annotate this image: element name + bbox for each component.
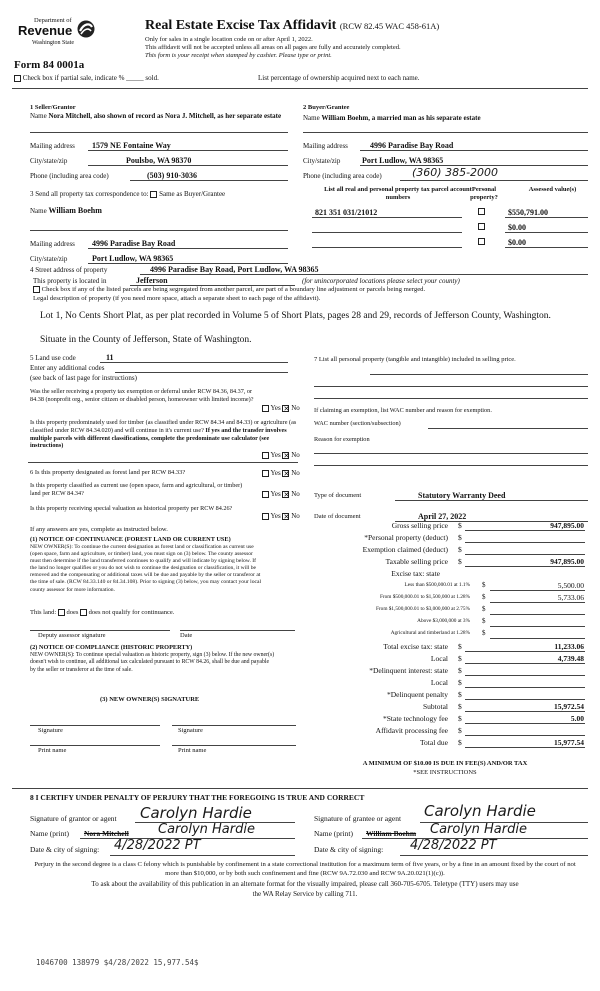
dollar-sign: $ <box>458 702 462 711</box>
legal-description: Lot 1, No Cents Short Plat, as per plat recorded in Volume 5 of Short Plats, pages 28 and 29, records of Jefferson County, Washington. <box>40 311 551 321</box>
total-due-label: Total due <box>419 738 448 747</box>
located-label: This property is located in <box>33 277 107 285</box>
land-use-code: 11 <box>106 353 114 362</box>
seller-phone: (503) 910-3036 <box>147 171 197 180</box>
dor-logo <box>12 16 122 60</box>
forest-yes-no: Yes ✕ No <box>262 469 300 477</box>
seller-mailing-label: Mailing address <box>30 142 75 150</box>
legal-label: Legal description of property (if you need more space, attach a separate sheet to each page of the affidavit). <box>33 295 321 302</box>
current-use-no-checkbox[interactable]: ✕ <box>283 490 290 499</box>
header-note2: This affidavit will not be accepted unless all areas on all pages are fully and accurately completed. <box>145 44 401 51</box>
subtotal-label: Subtotal <box>422 702 448 711</box>
reason-label: Reason for exemption <box>314 436 370 443</box>
exemption-question: Was the seller receiving a property tax exemption or deferral under RCW 84.36, 84.37, or 84.38 (nonprofit org., senior citizen or disabled person, homeowner with limited income)? <box>30 388 254 403</box>
this-land-row: This land: does does not qualify for continuance. <box>30 609 175 616</box>
grantor-printed-name: Nora Mitchell <box>84 829 129 838</box>
deputy-date-label: Date <box>180 632 193 639</box>
timber-question: Is this property predominately used for timber (as classified under RCW 84.34 and 84.33) or agriculture (as classified under RCW 84.34.020) and will continue in it's current use? If yes and the transfer involves multiple parcels with different classifications, complete the predominate use calculator (see instructions) <box>30 419 297 450</box>
deputy-signature-label: Deputy assessor signature <box>38 632 106 639</box>
assessed-col-header: Assessed value(s) <box>528 186 577 193</box>
total-excise-label: Total excise tax: state <box>383 642 448 651</box>
buyer-phone: (360) 385-2000 <box>412 166 499 179</box>
dollar-sign: $ <box>458 666 462 675</box>
personal-checkbox-2[interactable] <box>478 223 485 230</box>
grantor-signature-label: Signature of grantor or agent <box>30 814 117 823</box>
dollar-sign: $ <box>458 642 462 651</box>
dollar-sign: $ <box>458 726 462 735</box>
correspondence-city-label: City/state/zip <box>30 255 68 263</box>
excise-state-label: Excise tax: state <box>391 569 440 578</box>
historic-yes-checkbox[interactable] <box>262 513 269 520</box>
exemption-yes-no: Yes ✕ No <box>262 404 300 412</box>
header-note3: This form is your receipt when stamped by cashier. Please type or print. <box>145 52 332 59</box>
correspondence-city: Port Ludlow, WA 98365 <box>92 254 174 263</box>
forest-no-checkbox[interactable]: ✕ <box>283 469 290 478</box>
dollar-sign: $ <box>458 557 462 566</box>
historic-question: Is this property receiving special valuation as historical property per RCW 84.26? <box>30 505 233 512</box>
new-owner-signature-title: (3) NEW OWNER(S) SIGNATURE <box>100 696 200 703</box>
dollar-sign: $ <box>458 545 462 554</box>
grantee-handwritten-name: Carolyn Hardie <box>430 822 527 837</box>
exemption-no-checkbox[interactable]: ✕ <box>283 404 290 413</box>
buyer-name: William Boehm, a married man as his separate estate <box>321 114 481 122</box>
ownership-note: List percentage of ownership acquired next to each name. <box>258 74 420 82</box>
dollar-sign: $ <box>482 629 486 637</box>
buyer-phone-label: Phone (including area code) <box>303 172 382 180</box>
grantor-date-label: Date & city of signing: <box>30 845 100 854</box>
doc-date-label: Date of document <box>314 513 361 520</box>
parcel-col-header: List all real and personal property tax parcel account numbers <box>324 186 472 201</box>
seller-city-label: City/state/zip <box>30 157 68 165</box>
grantor-name-label: Name (print) <box>30 829 69 838</box>
historic-no-checkbox[interactable]: ✕ <box>283 512 290 521</box>
tier-4-label: Above $3,000,000 at 3% <box>417 618 470 624</box>
buyer-mailing: 4996 Paradise Bay Road <box>370 141 454 150</box>
timber-yes-checkbox[interactable] <box>262 452 269 459</box>
taxable-price-label: Taxable selling price <box>385 557 448 566</box>
assessed-value-3: $0.00 <box>508 238 526 247</box>
buyer-mailing-label: Mailing address <box>303 142 348 150</box>
signature-label-1: Signature <box>38 727 63 734</box>
does-qualify-checkbox[interactable] <box>58 609 65 616</box>
dollar-sign: $ <box>458 714 462 723</box>
form-title: Real Estate Excise Tax Affidavit (RCW 82.45 WAC 458-61A) <box>145 18 440 33</box>
current-use-question: Is this property classified as current use (open space, farm and agricultural, or timber) land per RCW 84.34? <box>30 482 243 497</box>
doc-type-label: Type of document <box>314 492 362 499</box>
personal-checkbox-1[interactable] <box>478 208 485 215</box>
timber-yes-no: Yes ✕ No <box>262 451 300 459</box>
grantor-date: 4/28/2022 PT <box>114 838 201 853</box>
county: Jefferson <box>136 276 168 285</box>
parcel-number: 821 351 031/21012 <box>315 208 378 217</box>
grantee-signature: Carolyn Hardie <box>424 802 536 820</box>
correspondence-mailing: 4996 Paradise Bay Road <box>92 239 176 248</box>
grantor-signature: Carolyn Hardie <box>140 804 252 822</box>
buyer-name-row: Name William Boehm, a married man as his separate estate <box>303 114 481 122</box>
partial-sale: Check box if partial sale, indicate % _____ sold. <box>14 74 159 82</box>
tier-1-value: 5,500.00 <box>557 581 584 590</box>
dept-line3: Washington State <box>32 40 75 46</box>
seller-heading: 1 Seller/Grantor <box>30 104 76 111</box>
cashier-stamp: 1046700 138979 $4/28/2022 15,977.54$ <box>36 958 199 967</box>
technology-fee-value: 5.00 <box>570 714 584 723</box>
additional-codes: Enter any additional codes <box>30 364 105 372</box>
current-use-yes-no: Yes ✕ No <box>262 490 300 498</box>
wac-label: WAC number (section/subsection) <box>314 420 401 427</box>
dollar-sign: $ <box>458 654 462 663</box>
grantee-printed-name: William Boehm <box>366 829 417 838</box>
correspondence-name: William Boehm <box>48 206 102 215</box>
total-excise-value: 11,233.06 <box>554 642 584 651</box>
land-use-label: 5 Land use code <box>30 354 76 362</box>
notice-continuance-title: (1) NOTICE OF CONTINUANCE (FOREST LAND OR CURRENT USE) <box>30 536 231 543</box>
buyer-city: Port Ludlow, WA 98365 <box>362 156 444 165</box>
dollar-sign: $ <box>458 738 462 747</box>
correspondence-name-row: Name William Boehm <box>30 206 102 215</box>
doc-date: April 27, 2022 <box>418 512 467 521</box>
minimum-notice: A MINIMUM OF $10.00 IS DUE IN FEE(S) AND/OR TAX <box>362 760 528 767</box>
form-number: Form 84 0001a <box>14 59 85 71</box>
exemption-deduct-label: Exemption claimed (deduct) <box>362 545 448 554</box>
correspondence-heading-row: 3 Send all property tax correspondence to: Same as Buyer/Grantee <box>30 190 226 198</box>
personal-col-header: Personal property? <box>470 186 498 201</box>
doc-type: Statutory Warranty Deed <box>418 491 506 500</box>
grantee-signature-label: Signature of grantee or agent <box>314 814 402 823</box>
print-name-label-2: Print name <box>178 747 207 754</box>
technology-fee-label: *State technology fee <box>383 714 448 723</box>
personal-checkbox-3[interactable] <box>478 238 485 245</box>
timber-no-checkbox[interactable]: ✕ <box>283 451 290 460</box>
grantee-date: 4/28/2022 PT <box>410 838 497 853</box>
seller-city: Poulsbo, WA 98370 <box>126 156 192 165</box>
tier-3-label: From $1,500,000.01 to $3,000,000 at 2.75% <box>375 606 470 612</box>
header-divider <box>12 88 588 89</box>
personal-property-label: 7 List all personal property (tangible and intangible) included in selling price. <box>314 356 516 363</box>
see-back: (see back of last page for instructions) <box>30 374 137 382</box>
signature-label-2: Signature <box>178 727 203 734</box>
subtotal-value: 15,972.54 <box>554 702 584 711</box>
legal-situate: Situate in the County of Jefferson, State of Washington. <box>40 335 252 345</box>
delinquent-local-label: Local <box>430 678 448 687</box>
gross-price-label: Gross selling price <box>391 521 448 530</box>
delinquent-interest-label: *Delinquent interest: state <box>369 666 448 675</box>
buyer-heading: 2 Buyer/Grantee <box>303 104 350 111</box>
partial-sale-checkbox[interactable] <box>14 75 21 82</box>
historic-yes-no: Yes ✕ No <box>262 512 300 520</box>
forest-question: 6 Is this property designated as forest land per RCW 84.33? <box>30 469 186 476</box>
seller-name-row: Name Nora Mitchell, also shown of record as Nora J. Mitchell, as her separate estate <box>30 112 282 120</box>
dollar-sign: $ <box>482 593 486 601</box>
buyer-city-label: City/state/zip <box>303 157 341 165</box>
claim-exemption-label: If claiming an exemption, list WAC number and reason for exemption. <box>314 407 492 414</box>
header-note1: Only for sales in a single location code on or after April 1, 2022. <box>145 36 313 43</box>
tier-2-value: 5,733.06 <box>557 593 584 602</box>
current-use-yes-checkbox[interactable] <box>262 491 269 498</box>
assessed-value-1: $550,791.00 <box>508 208 548 217</box>
seller-name: Nora Mitchell, also shown of record as Nora J. Mitchell, as her separate estate <box>48 112 282 120</box>
dept-line1: Department of <box>34 17 72 24</box>
certify-heading: 8 I CERTIFY UNDER PENALTY OF PERJURY THAT THE FOREGOING IS TRUE AND CORRECT <box>30 793 365 802</box>
print-name-label-1: Print name <box>38 747 67 754</box>
dor-swoosh-icon <box>76 19 96 39</box>
taxable-price-value: 947,895.00 <box>550 557 584 566</box>
local-label: Local <box>430 654 448 663</box>
notice-compliance-title: (2) NOTICE OF COMPLIANCE (HISTORIC PROPERTY) <box>30 644 193 651</box>
dollar-sign: $ <box>458 533 462 542</box>
delinquent-penalty-label: *Delinquent penalty <box>386 690 448 699</box>
seller-phone-label: Phone (including area code) <box>30 172 109 180</box>
see-instructions: *SEE INSTRUCTIONS <box>413 769 477 776</box>
seller-mailing: 1579 NE Fontaine Way <box>92 141 171 150</box>
if-yes-instruction: If any answers are yes, complete as instructed below. <box>30 526 168 533</box>
perjury-notice: Perjury in the second degree is a class C felony which is punishable by confinement in a state correctional institution for a maximum term of five years, or by a fine in an amount fixed by the court of not more than $10,000, or by both such confinement and fine (RCW 9A.72.030 and RCW 9A.20.021(1)(c)). <box>34 861 576 877</box>
local-value: 4,739.48 <box>557 654 584 663</box>
segregated-checkbox[interactable] <box>33 286 40 293</box>
tier-2-label: From $500,000.01 to $1,500,000 at 1.28% <box>379 594 470 600</box>
notice-compliance-body: NEW OWNER(S): To continue special valuation as historic property, sign (3) below. If the new owner(s) doesn't wish to continue, all additional tax calculated pursuant to RCW 84.26, shall be due and payable by the seller or transferor at the time of sale. <box>30 652 275 673</box>
dollar-sign: $ <box>482 581 486 589</box>
dollar-sign: $ <box>482 605 486 613</box>
tier-5-label: Agricultural and timberland at 1.28% <box>390 630 470 636</box>
availability-notice: To ask about the availability of this publication in an alternate format for the visually impaired, please call 360-705-6705. Teletype (TTY) users may use the WA Relay Service by calling 711. <box>91 880 519 898</box>
dollar-sign: $ <box>482 617 486 625</box>
segregated-row: Check box if any of the listed parcels are being segregated from another parcel, are part of a boundary line adjustment or parcels being merged. <box>33 286 425 293</box>
dept-line2: Revenue <box>18 23 73 38</box>
correspondence-mailing-label: Mailing address <box>30 240 75 248</box>
unincorporated-note: (for unincorporated locations please select your county) <box>302 277 460 285</box>
dollar-sign: $ <box>458 678 462 687</box>
assessed-value-2: $0.00 <box>508 223 526 232</box>
notice-continuance-body: NEW OWNER(S): To continue the current designation as forest land or classification as current use (open space, farm and agriculture, or timber) land, you must sign on (3) below. The county assessor must then determine if the land transferred continues to qualify and will indicate by signing below. If the land no longer qualifies or you do not wish to continue the designation or classification, it will be removed and the compensating or additional taxes will be due and payable by the seller or transferor at the time of sale. (RCW 84.33.140 or 84.34.108). Prior to signing (3) below, you may contact your local county assessor for more information. <box>30 544 262 593</box>
grantor-handwritten-name: Carolyn Hardie <box>158 822 255 837</box>
grantee-date-label: Date & city of signing: <box>314 845 384 854</box>
property-street: 4996 Paradise Bay Road, Port Ludlow, WA 98365 <box>150 265 319 274</box>
does-not-qualify-checkbox[interactable] <box>80 609 87 616</box>
dollar-sign: $ <box>458 521 462 530</box>
same-as-buyer-checkbox[interactable] <box>150 191 157 198</box>
dollar-sign: $ <box>458 690 462 699</box>
forest-yes-checkbox[interactable] <box>262 470 269 477</box>
grantee-name-label: Name (print) <box>314 829 353 838</box>
gross-price-value: 947,895.00 <box>550 521 584 530</box>
total-due-value: 15,977.54 <box>554 738 584 747</box>
personal-deduct-label: *Personal property (deduct) <box>364 533 448 542</box>
processing-fee-label: Affidavit processing fee <box>375 726 448 735</box>
exemption-yes-checkbox[interactable] <box>262 405 269 412</box>
property-street-label: 4 Street address of property <box>30 266 108 274</box>
tier-1-label: Less than $500,000.01 at 1.1% <box>404 582 470 588</box>
